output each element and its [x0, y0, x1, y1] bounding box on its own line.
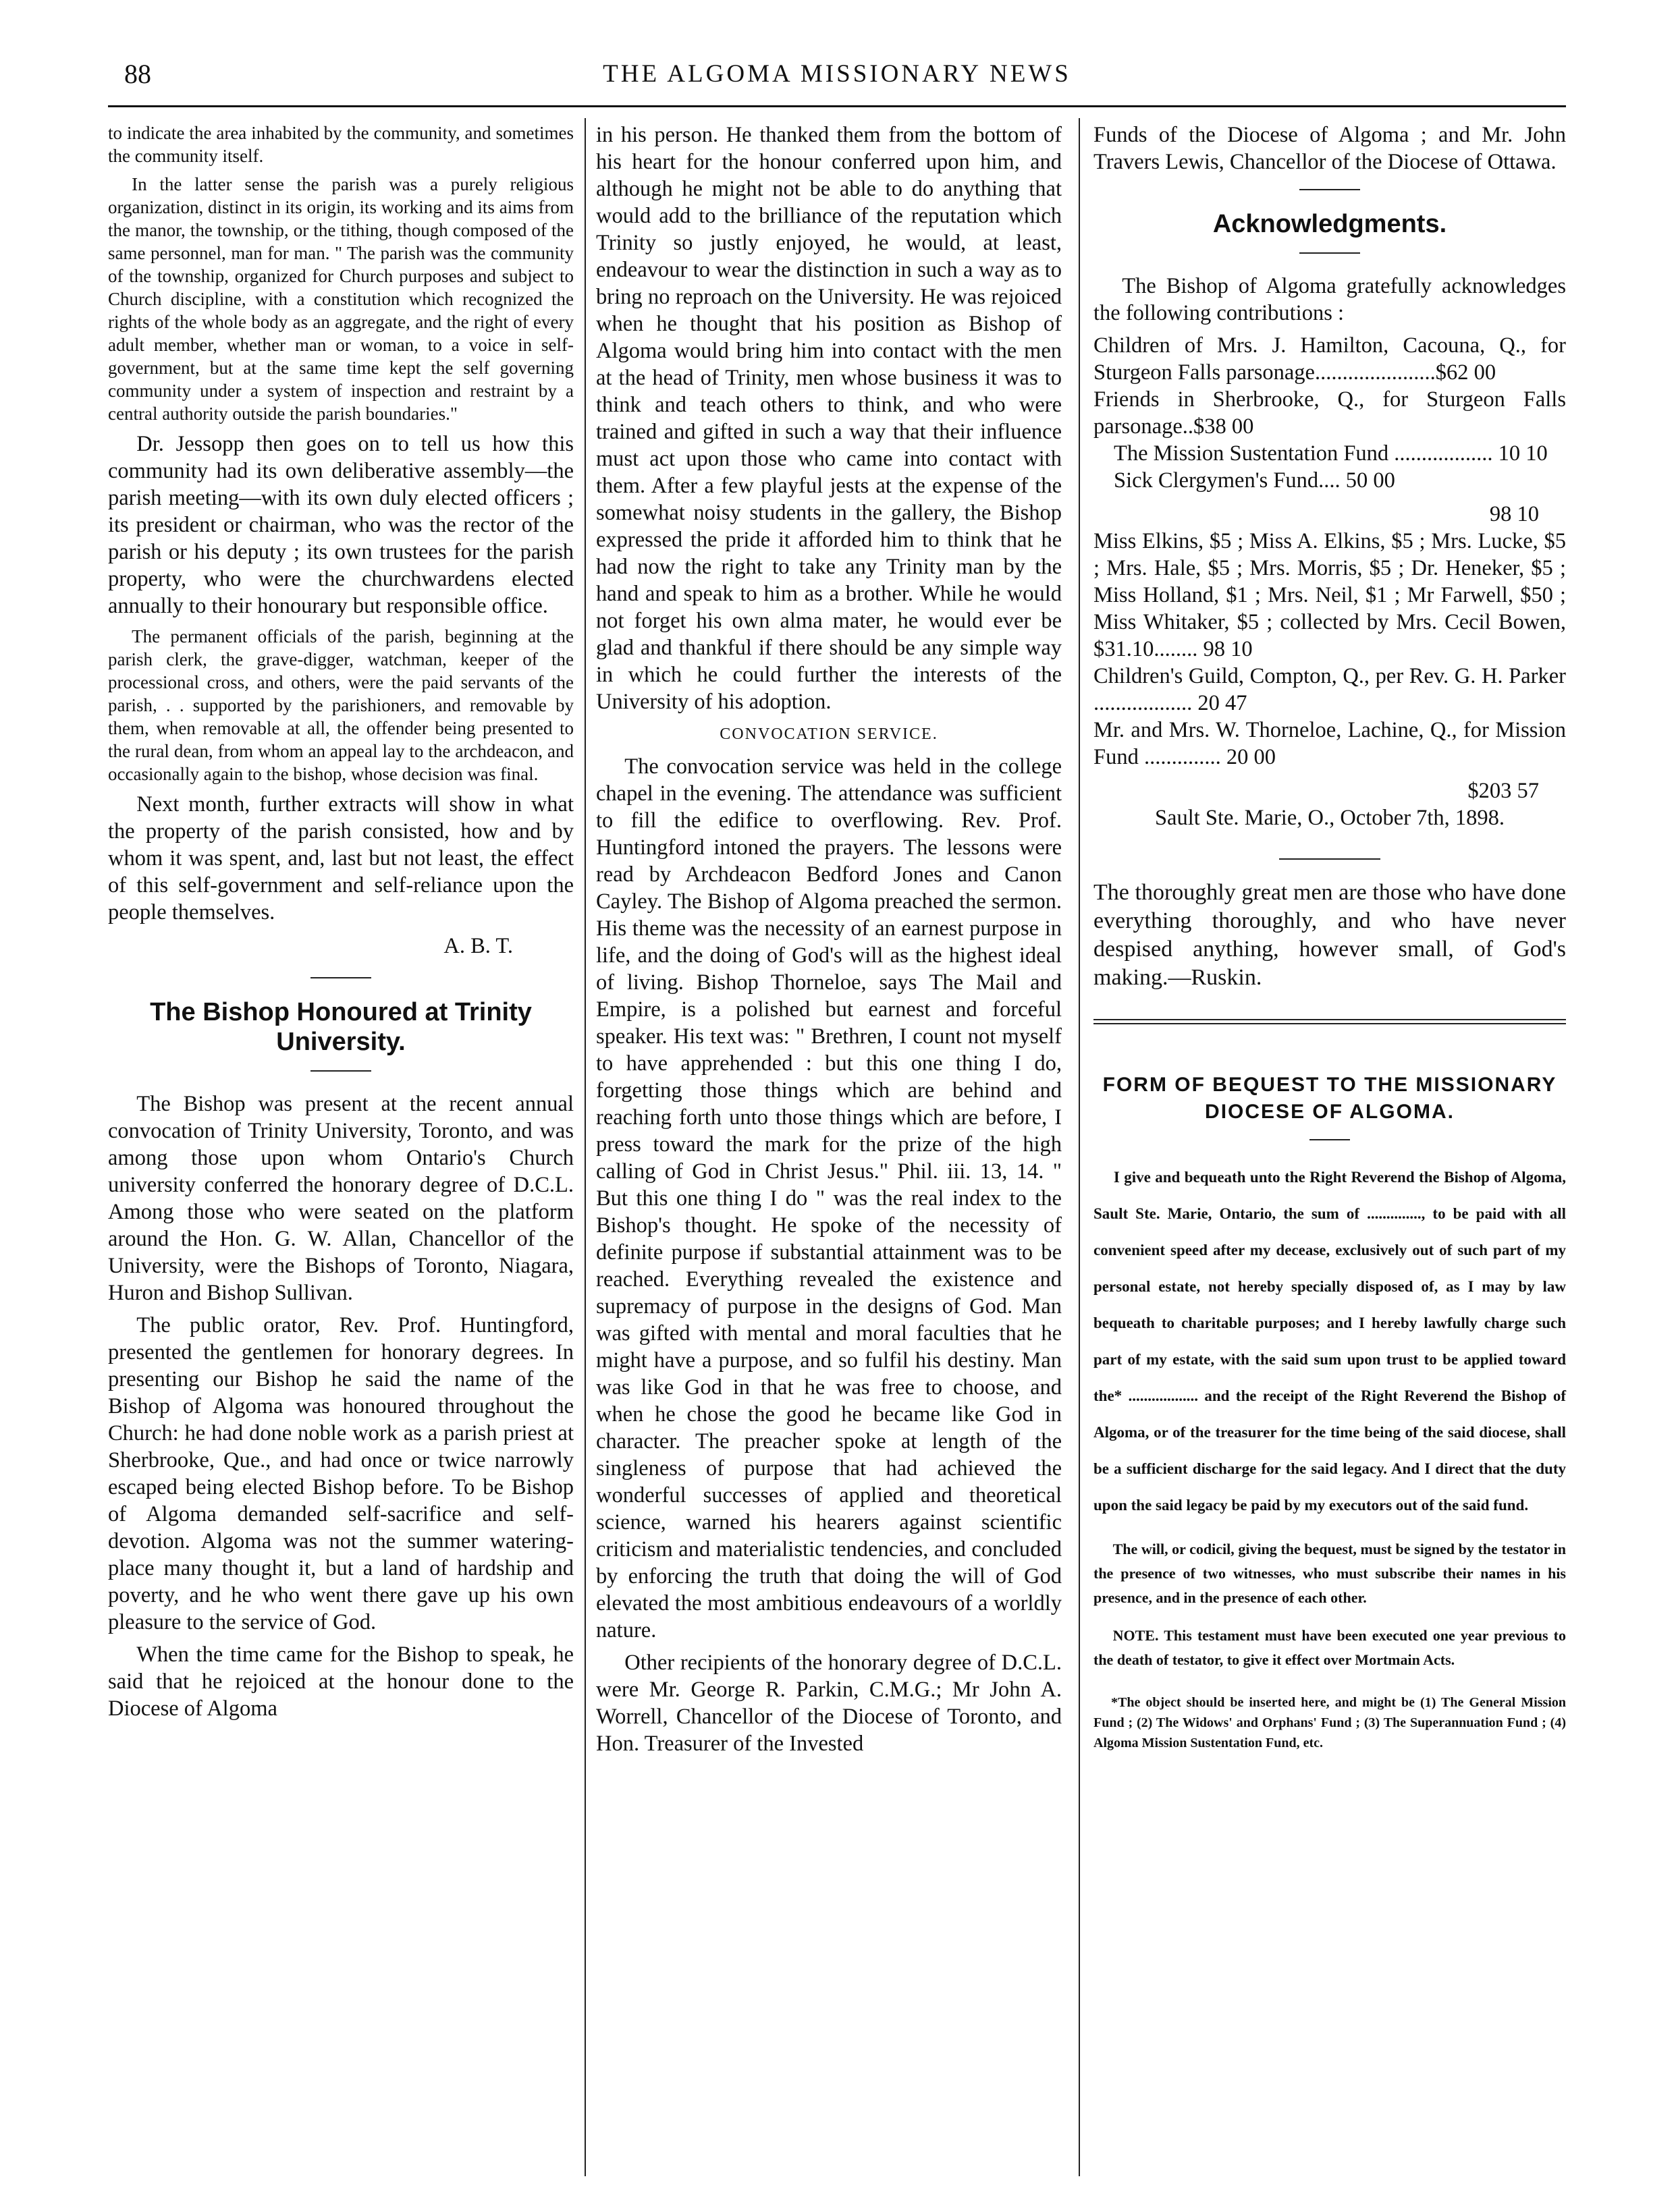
- bequest-form-note: NOTE. This testament must have been executed one year previous to the death of testator, to give it effect over Mortmain Acts.: [1093, 1627, 1566, 1668]
- paragraph: The convocation service was held in the college chapel in the evening. The attendance was sufficient to fill the edifice to overflowing. Rev. Prof. Huntingford intoned the prayers. The lessons were read by Archdeacon Bedford Jones and Canon Cayley. The Bishop of Algoma preached the sermon. His theme was the necessity of an earnest purpose in life, and the doing of God's will as the highest ideal of living. Bishop Thorneloe, says The Mail and Empire, is a polished but earnest and forceful speaker. His text was: " Brethren, I count not myself to have apprehended : but this one thing I do, forgetting those things which are behind and reaching forth unto those things which are before, I press toward the mark for the prize of the high calling of God in Christ Jesus." Phil. iii. 13, 14. " But this one thing I do " was the real index to the Bishop's thought. He spoke of the necessity of definite purpose if substantial attainment was to be reached. Everything revealed the existence and supremacy of purpose in the designs of God. Man was gifted with mental and moral faculties that he might have a purpose, and so fulfil his destiny. Man was like God in that he was free to choose, and when he chose the good he became like God in character. The preacher spoke at length of the singleness of purpose that had achieved the wonderful successes of applied and theoretical science, warned his hearers against scientific criticism and materialistic tendencies, and concluded by enforcing the truth that doing the will of God elevated the most ambitious endeavours of a worldly nature.: [596, 754, 1062, 1642]
- list-item: Mr. and Mrs. W. Thorneloe, Lachine, Q., for Mission Fund .............. 20 00: [1093, 718, 1566, 769]
- paragraph: The permanent officials of the parish, beginning at the parish clerk, the grave-digger, watchman, keeper of the processional cross, and others, were the paid servants of the parish, . . supported by the parishioners, and removable by them, when removable at all, the offender being presented to the rural dean, from whom an appeal lay to the archdeacon, and occasionally again to the bishop, whose decision was final.: [108, 626, 574, 784]
- paragraph: The Bishop was present at the recent annual convocation of Trinity University, Toronto, and was among those upon whom Ontario's Church university conferred the honorary degree of D.C.L. Among those who were seated on the platform around the Hon. G. W. Allan, Chancellor of the University, were the Bishops of Toronto, Niagara, Huron and Bishop Sullivan.: [108, 1092, 574, 1305]
- grand-total: $203 57: [1467, 779, 1539, 803]
- list-item: Friends in Sherbrooke, Q., for Sturgeon Falls parsonage..$38 00: [1093, 387, 1566, 439]
- acknowledgments-intro: The Bishop of Algoma gratefully acknowledges the following contributions :: [1093, 274, 1566, 325]
- ruskin-quote: The thoroughly great men are those who have done everything thoroughly, and who have never despised anything, however small, of God's making.—Ruskin.: [1093, 880, 1566, 990]
- page-number: 88: [124, 59, 151, 89]
- paragraph: Other recipients of the honorary degree of D.C.L. were Mr. George R. Parkin, C.M.G.; Mr John A. Worrell, Chancellor of the Diocese of Toronto, and Hon. Treasurer of the Invested: [596, 1651, 1062, 1756]
- paragraph: When the time came for the Bishop to speak, he said that he rejoiced at the honour done to the Diocese of Algoma: [108, 1642, 574, 1721]
- acknowledgments-headline: Acknowledgments.: [1212, 210, 1447, 238]
- paragraph: Dr. Jessopp then goes on to tell us how this community had its own deliberative assembly—the parish meeting—with its own duly elected officers ; its president or chairman, who was the rector of the parish or his deputy ; its own trustees for the parish property, who were the churchwardens elected annually to their honourary but responsible office.: [108, 432, 574, 618]
- column-1: [108, 121, 574, 1727]
- section-subhead: CONVOCATION SERVICE.: [720, 725, 938, 743]
- divider: [1279, 858, 1380, 860]
- divider: [310, 977, 371, 978]
- acknowledgments-list: [1093, 332, 1566, 831]
- page-header: [108, 58, 1566, 99]
- signature: A. B. T.: [443, 934, 513, 958]
- paragraph: to indicate the area inhabited by the community, and sometimes the community itself.: [108, 123, 574, 166]
- divider: [1299, 189, 1360, 190]
- column-2: [596, 121, 1062, 1763]
- paragraph: Next month, further extracts will show in what the property of the parish consisted, how and by whom it was spent, and, last but not least, the effect of this self-government and self-reliance upon the people themselves.: [108, 792, 574, 924]
- subtotal: 98 10: [1489, 502, 1539, 526]
- column-divider: [1079, 118, 1080, 2176]
- place-date: Sault Ste. Marie, O., October 7th, 1898.: [1154, 806, 1505, 830]
- article-headline: The Bishop Honoured at Trinity University.: [150, 998, 532, 1056]
- column-divider: [585, 118, 586, 2176]
- header-rule: [108, 105, 1566, 107]
- bequest-form-body: I give and bequeath unto the Right Reverend the Bishop of Algoma, Sault Ste. Marie, Ontario, the sum of .............., to be paid with all convenient speed after my decease, exclusively out of such part of my personal estate, not hereby specially disposed of, as I may by law bequeath to charitable purposes; and I hereby lawfully charge such part of my estate, with the said sum upon trust to be applied toward the* .................. and the receipt of the Right Reverend the Bishop of Algoma, or of the treasurer for the time being of the said diocese, shall be a sufficient discharge for the said legacy. And I direct that the duty upon the said legacy be paid by my executors out of the said fund.: [1093, 1169, 1566, 1514]
- list-item: Children of Mrs. J. Hamilton, Cacouna, Q., for Sturgeon Falls parsonage......................$62 00: [1093, 333, 1566, 385]
- divider: [310, 1070, 371, 1072]
- paragraph: The public orator, Rev. Prof. Huntingford, presented the gentlemen for honorary degrees. In presenting our Bishop he said the name of the Bishop of Algoma was honoured throughout the Church: he had done noble work as a parish priest at Sherbrooke, Que., and had once or twice narrowly escaped being elected Bishop before. To be Bishop of Algoma demanded self-sacrifice and self-devotion. Algoma was not the summer watering-place many thought it, but a land of hardship and poverty, and he who went there gave up his own pleasure to the service of God.: [108, 1313, 574, 1634]
- list-item: Sick Clergymen's Fund.... 50 00: [1114, 468, 1395, 493]
- double-divider: [1093, 1019, 1566, 1024]
- bequest-form-footnote: *The object should be inserted here, and might be (1) The General Mission Fund ; (2) The Widows' and Orphans' Fund ; (3) The Superannuation Fund ; (4) Algoma Mission Sustentation Fund, etc.: [1093, 1695, 1566, 1750]
- divider: [1299, 252, 1360, 254]
- paragraph: In the latter sense the parish was a purely religious organization, distinct in its origin, its working and its aims from the manor, the township, or the tithing, though composed of the same personnel, man for man. " The parish was the community of the township, organized for Church purposes and subject to Church discipline, with a constitution which recognized the rights of the whole body as an aggregate, and the right of every adult member, whether man or woman, to a voice in self-government, but at the same time kept the self governing community under a system of inspection and restraint by a central authority outside the parish boundaries.": [108, 174, 574, 424]
- paragraph: in his person. He thanked them from the bottom of his heart for the honour conferred upon him, and although he might not be able to do anything that would add to the brilliance of the reputation which Trinity so justly enjoyed, he would, at least, endeavour to wear the distinction in such a way as to bring no reproach on the University. He was rejoiced when he thought that his position as Bishop of Algoma would bring him into contact with the men at the head of Trinity, men whose business it was to think and teach others to think, and who were trained and gifted in such a way that their influence must act upon those who came into contact with them. After a few playful jests at the expense of the somewhat noisy students in the gallery, the Bishop expressed the pride it afforded him to think that he had now the right to take any Trinity man by the hand and speak to him as a brother. While he would not forget his own alma mater, he would ever be glad and thankful if there should be any simple way in which he could further the interests of the University of his adoption.: [596, 123, 1062, 714]
- column-3: [1093, 121, 1566, 1759]
- list-item: Children's Guild, Compton, Q., per Rev. G. H. Parker .................. 20 47: [1093, 664, 1566, 715]
- paragraph: Funds of the Diocese of Algoma ; and Mr. John Travers Lewis, Chancellor of the Diocese of Ottawa.: [1093, 123, 1566, 174]
- list-item: The Mission Sustentation Fund .................. 10 10: [1114, 441, 1548, 466]
- divider: [1309, 1139, 1350, 1140]
- running-title: THE ALGOMA MISSIONARY NEWS: [603, 60, 1071, 88]
- bequest-form-headline: FORM OF BEQUEST TO THE MISSIONARY DIOCESE OF ALGOMA.: [1102, 1074, 1557, 1123]
- list-item: Miss Elkins, $5 ; Miss A. Elkins, $5 ; Mrs. Lucke, $5 ; Mrs. Hale, $5 ; Mrs. Morris, $5 ; Dr. Heneker, $5 ; Miss Holland, $1 ; Mrs. Neil, $1 ; Mr Farwell, $50 ; Miss Whitaker, $5 ; collected by Mrs. Cecil Bowen, $31.10........ 98 10: [1093, 529, 1566, 661]
- bequest-form-note: The will, or codicil, giving the bequest, must be signed by the testator in the presence of two witnesses, who must subscribe their names in his presence, and in the presence of each other.: [1093, 1541, 1566, 1606]
